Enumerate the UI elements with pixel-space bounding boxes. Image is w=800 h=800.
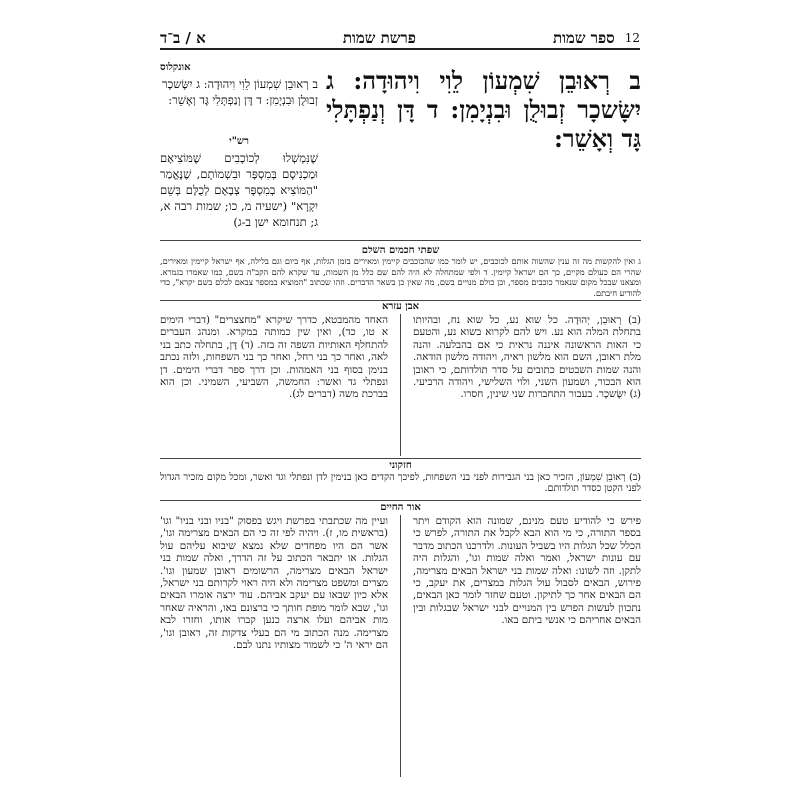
sifsei-text: ג ואין להקשות מה זה ענין שהשוה אותם לכוכבים, יש לומר כמו שהכוכבים קיימין ומאירים בזמן הגלות, אף ביום וגם בלילה, אף ישראל קיימין ומאירים, שהרי הם כעולם מקיים, כך הם ישראל קיימין. ד ולפי שמתחלה לא היה להם שם כלל מן השמות, עד שקרא להם הקב"ה בשם, כמו שאמרו בגמרא. ומצאנו שבכל מקום שנאמר כוכבים מספר, וכן כולם מנויים בשם, מה שאין כן בשאר הדברים. וזהו שכתוב "המוציא במספר צבאם לכלם בשם יקרא", כדי להודיע חיבתם. xyxy=(160,256,641,298)
onkelos-text: ב רְאוּבֵן שִׁמְעוֹן לֵוִי וִיהוּדָה: ג יִשָּׂשכָר זְבוּלֻן וּבִנְיָמִן: ד דָּן וְנַפְתָּלִי גָּד וְאָשֵׁר: xyxy=(161,77,318,107)
book-title: ספר שמות xyxy=(552,28,615,47)
ibn-ezra-heading xyxy=(160,301,641,313)
ibn-ezra-col-left: האחד מהמבטא, כדרך שיקרא "מחצצרים" (דברי הימים א טו, כד), ואין שין כמותה במקרא. ומנהג העברים להתחלף האותיות השפה זה בזה. (ד) דָּן, בתחלה כתב בני לאה, ואחר כך בני רחל, ואחר כך בני השפחות, ולזה נכתב בנימן בסוף בני האמהות. וכן דרך ספר דברי הימים. דן ונפתלי גד ואשר: החמשה, השביעי, השמיני. וכן הוא בברכת משה (דברים לג). xyxy=(160,314,388,401)
rashi-section xyxy=(160,134,318,230)
page-header xyxy=(160,28,640,50)
rashi-title: רש"י xyxy=(229,136,249,147)
ohr-hachaim-title: אור החיים xyxy=(380,502,421,513)
parasha-title: פרשת שמות xyxy=(342,28,416,47)
chizkuni-section xyxy=(160,460,641,498)
ibn-ezra-columns xyxy=(160,314,641,456)
sifsei-title: שפתי חכמים השלם xyxy=(361,246,440,256)
ohr-hachaim-columns xyxy=(160,515,641,777)
rashi-text: שֶׁנִּמְשְׁלוּ לְכוֹכָבִים שֶׁמּוֹצִיאָם וּמַכְנִיסָם בְּמִסְפָּר וּבִשְׁמוֹתָם, שֶׁנֶּאֱמַר "הַמּוֹצִיא בְמִסְפָּר צְבָאָם לְכֻלָּם בְּשֵׁם יִקְרָא" (ישעיה מ, כו; שמות רבה א, ג; תנחומא ישן ב-ג) xyxy=(160,151,318,229)
chizkuni-text: (ב) רְאוּבֵן שִׁמְעוֹן, הזכיר כאן בני הגבירות לפני בני השפחות, לפיכך הקדים כאן בנימין לדן ונפתלי וגד ואשר, ומכל מקום מזכיר הגדול לפני הקטן כסדר תולדותם. xyxy=(160,471,641,494)
chizkuni-title: חזקוני xyxy=(389,460,412,471)
divider-line xyxy=(160,240,641,241)
chapter-verse: א / ב־ד xyxy=(160,28,206,47)
divider-line xyxy=(160,458,641,459)
onkelos-title: אונקלוס xyxy=(160,62,191,73)
ibn-ezra-title: אבן עזרא xyxy=(381,301,420,312)
ohr-hachaim-heading xyxy=(160,502,641,514)
divider-line xyxy=(160,500,641,501)
column-divider xyxy=(400,515,401,777)
ohr-hachaim-col-right: פירש כי להודיע טעם מנינם, שמונה הוא הקודם ויתר בספר התורה, כי מי הוא הבא לקבל את התורה, לפרש כי הכלל שכל הגלות היו בשביל העונות. ולדרכנו הכתוב מדבר עם עונות ישראל, ואמר ואלה שמות וגו', והגלות היה לתקן. וזה לשונו: ואלה שמות בני ישראל הבאים מצרימה, פירוש, הבאים לסבול עול הגלות במצרים, את יעקב, כי הם הבאים אחר כך לתיקון. וטעם שחזר לומר כאן הבאים, נתכוון לעשות הפרש בין המנויים לבני ישראל שבגלות ובין הבאים אחריהם כי אנשי ביתם באו. xyxy=(413,515,641,627)
column-divider xyxy=(400,314,401,456)
onkelos-section xyxy=(160,60,318,108)
sifsei-chachamim-section xyxy=(160,246,641,298)
torah-text: ב רְאוּבֵן שִׁמְעוֹן לֵוִי וִיהוּדָה: ג יִשָּׂשכָר זְבוּלֻן וּבִנְיָמִן: ד דָּן וְנַפְתָּלִי גָּד וְאָשֵׁר: xyxy=(326,66,641,153)
header-right xyxy=(553,29,640,48)
ohr-hachaim-col-left: ועיין מה שכתבתי בפרשת ויגש בפסוק "בניו ובני בניו" וגו' (בראשית מו, ז). ויהיה לפי זה כי הם הבאים מצרימה וגו', אשר הם היו מפחדים שלא נמצא שיבוא עליהם עול הגלות. או יתבאר הכתוב על זה הדרך, ואלה שמות בני ישראל הבאים מצרימה, הרשומים ראובן שמעון וגו'. מצרים ומשפט מצרימה ולא היה ראוי לקרותם בני ישראל, אלא כיון שבאו עם יעקב אביהם. עוד ירצה אומרו הבאים וגו', שבא לומר מופת חותך כי ברצונם באו, והראיה שאחר מות אביהם ועלו ארצה כנען קברו אותו, וחזרו לבא מצרימה. מנה הכתוב מי הם בעלי צדקות זה, ראובן וגו', הם יראי ה' כי לשמור מצותיו נתנו לבם. xyxy=(160,515,388,652)
ibn-ezra-col-right: (ב) רְאוּבֵן, יְהוּדָה. כל שוא נע, כל שוא נח, ובהיותו בתחלת המלה הוא נע. ויש להם לקרוא בשוא נע, והטעם כי האות הראשונה איננה נראית כי אם בהבלעה. והנה מלת ראובן, השם הוא מלשון ראיה, ויהודה מלשון הודאה. והנה שמות השבטים כתובים על סדר תולדותם, כי ראובן הוא הבכור, ושמעון השני, ולוי השלישי, ויהודה הרביעי. (ג) יִשָּׂשכָר. בעבור התחברות שני שינין, חסרו. xyxy=(413,314,641,401)
page-number: 12 xyxy=(624,31,640,45)
